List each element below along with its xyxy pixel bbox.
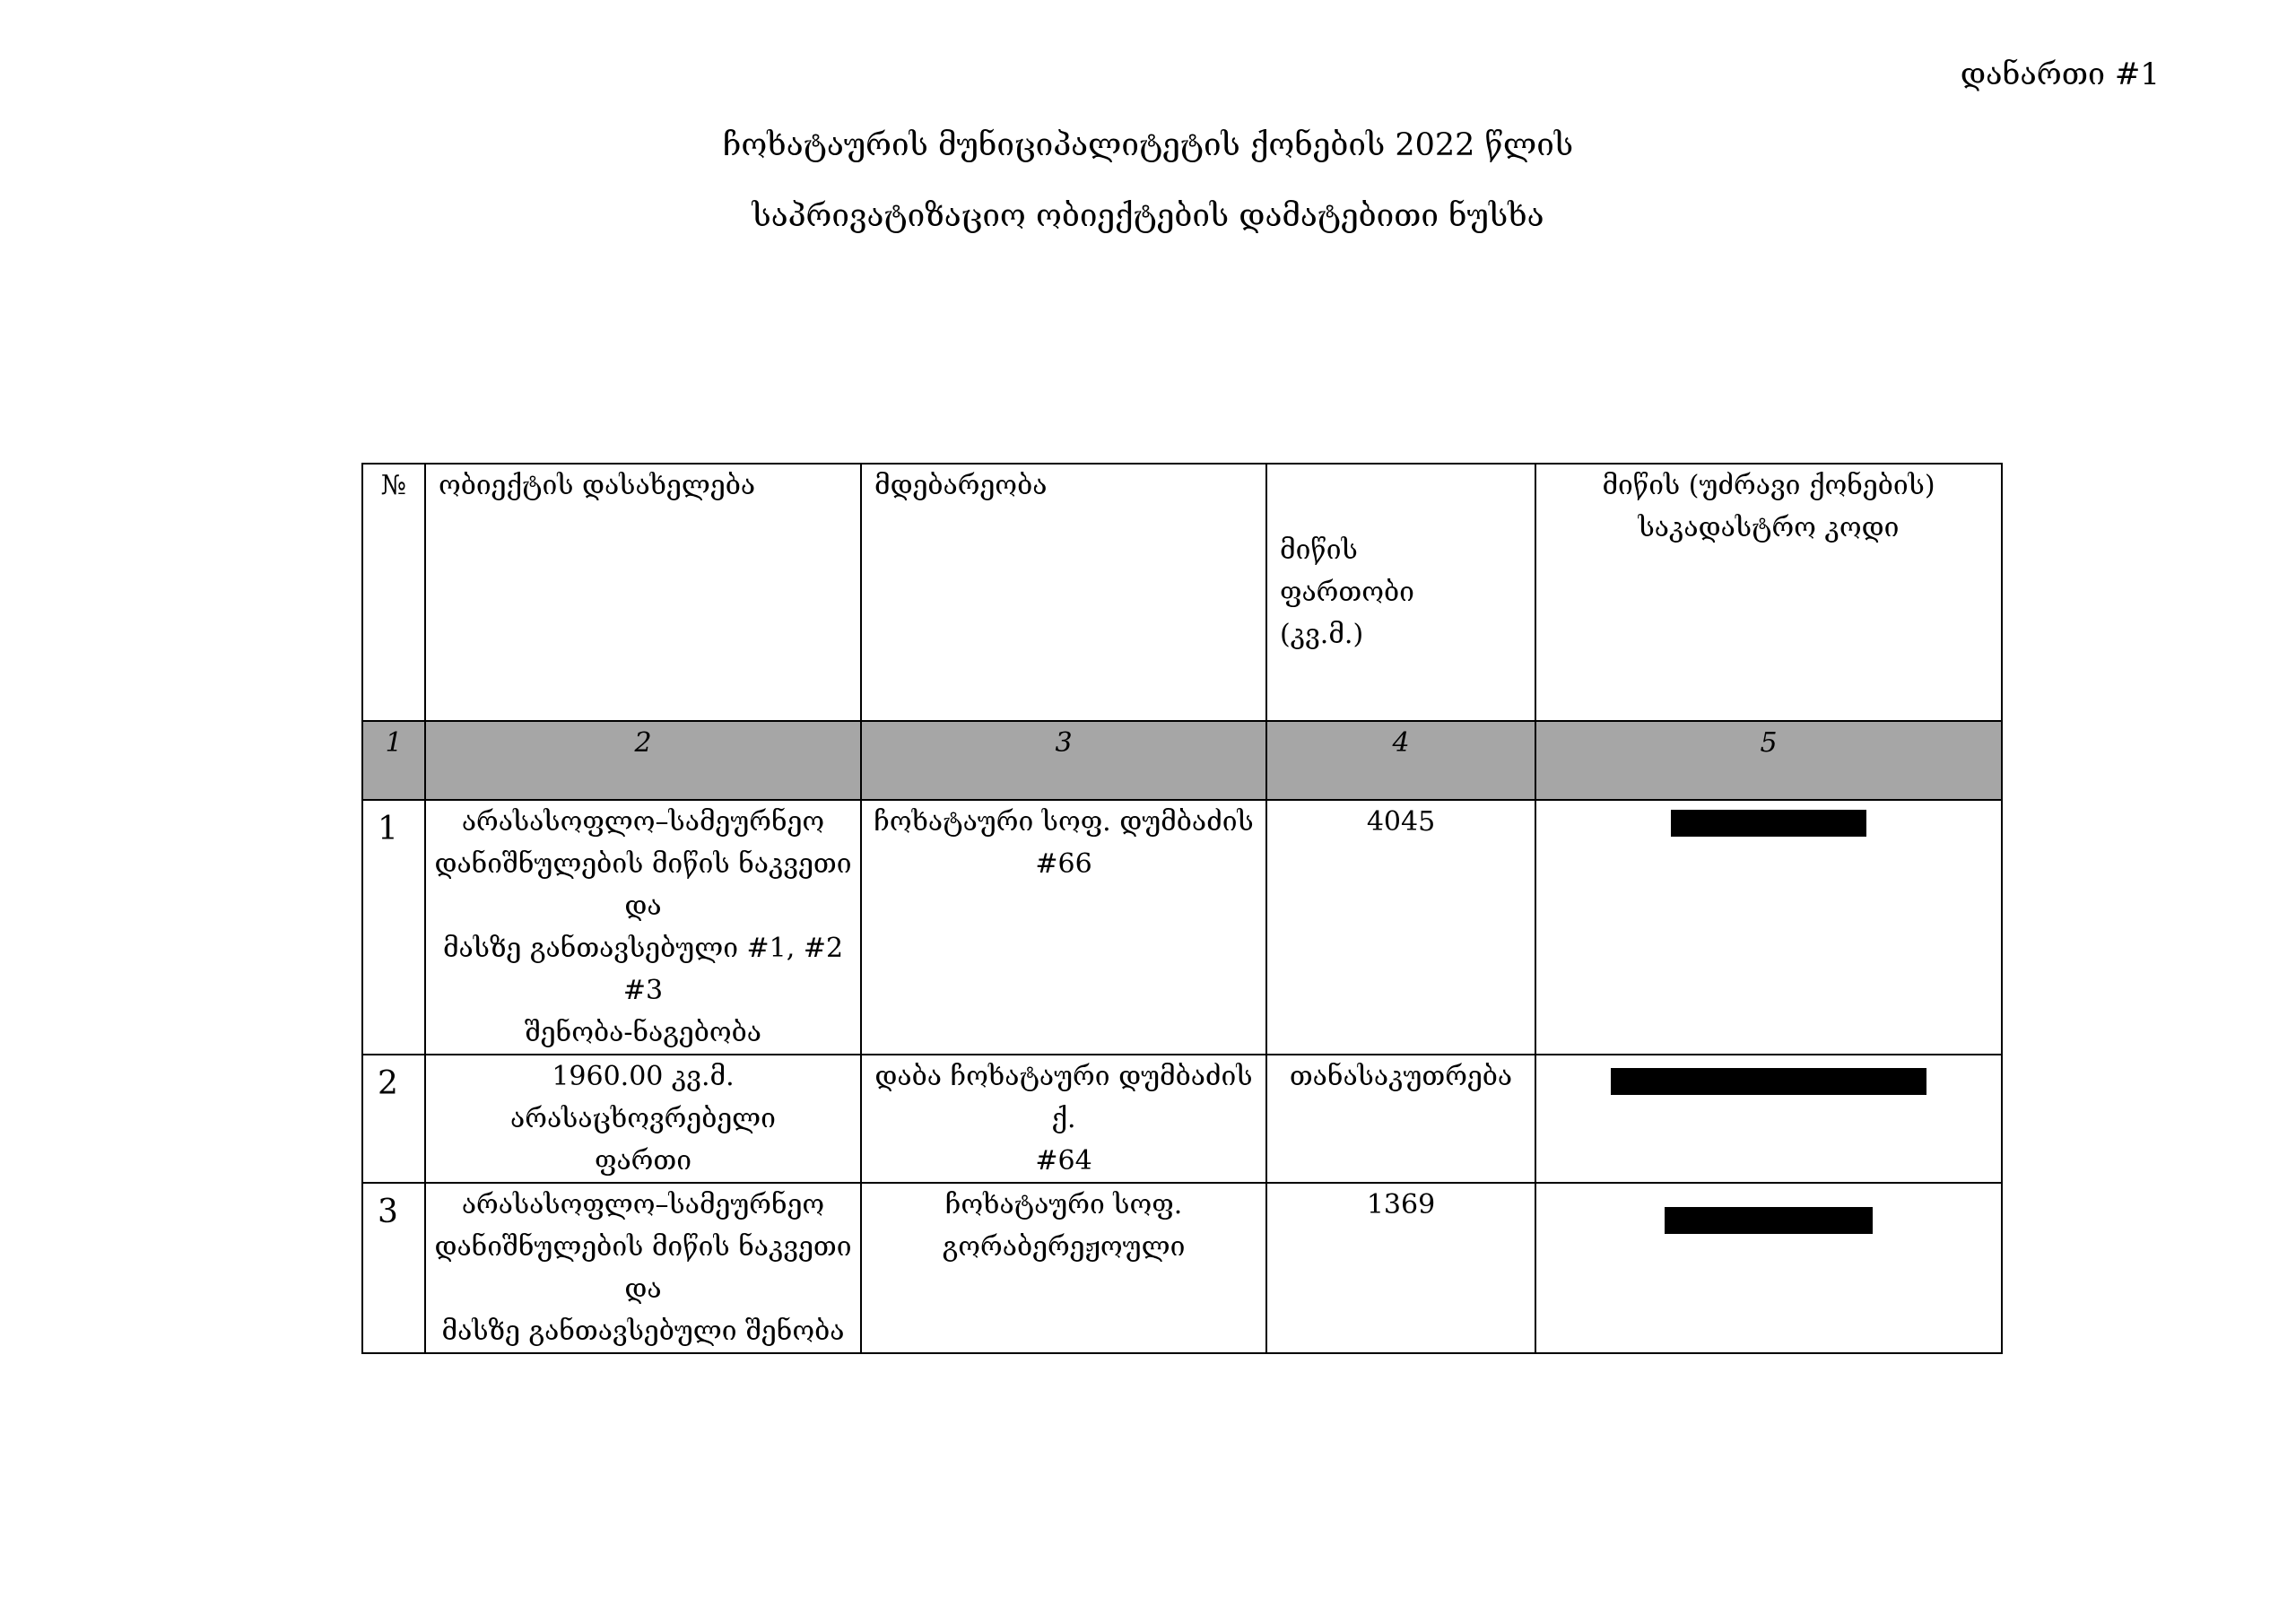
row-number: 2 (362, 1055, 425, 1183)
column-number: 4 (1266, 721, 1535, 800)
location-line: #64 (1035, 1145, 1092, 1177)
header-number: № (362, 464, 425, 721)
object-name-line: მასზე განთავსებული #1, #2 #3 (442, 933, 844, 1006)
redaction-bar (1671, 810, 1866, 837)
object-name (425, 800, 861, 1055)
header-land-area-line3: (კვ.მ.) (1280, 619, 1364, 650)
header-land-area-line2: ფართობი (1280, 577, 1414, 608)
header-cadastral-code (1535, 464, 2002, 721)
document-title: ჩოხატაურის მუნიციპალიტეტის ქონების 2022 წლის (722, 127, 1574, 163)
object-location (861, 1183, 1266, 1353)
column-number-row (362, 721, 2002, 800)
privatization-objects-table (361, 463, 2003, 1354)
location-line: დაბა ჩოხატაური დუმბაძის ქ. (874, 1061, 1253, 1134)
header-cadastral-line2: საკადასტრო კოდი (1638, 512, 1900, 543)
object-name (425, 1183, 861, 1353)
object-name (425, 1055, 861, 1183)
location-line: გორაბერეჟოული (942, 1231, 1186, 1263)
cadastral-code (1535, 1055, 2002, 1183)
column-number: 2 (425, 721, 861, 800)
header-object-name: ობიექტის დასახელება (425, 464, 861, 721)
table-header-row (362, 464, 2002, 721)
land-area: 4045 (1266, 800, 1535, 1055)
redaction-bar (1665, 1207, 1873, 1234)
object-name-line: 1960.00 კვ.მ. არასაცხოვრებელი (510, 1061, 776, 1134)
land-area: თანასაკუთრება (1266, 1055, 1535, 1183)
object-name-line: შენობა-ნაგებობა (524, 1017, 762, 1048)
column-number: 1 (362, 721, 425, 800)
location-line: #66 (1035, 848, 1092, 880)
object-location (861, 1055, 1266, 1183)
land-area: 1369 (1266, 1183, 1535, 1353)
object-name-line: არასასოფლო–სამეურნეო (461, 806, 825, 838)
table-row (362, 1055, 2002, 1183)
column-number: 3 (861, 721, 1266, 800)
location-line: ჩოხატაური სოფ. (944, 1189, 1183, 1220)
object-name-line: ფართი (595, 1145, 691, 1177)
object-name-line: დანიშნულების მიწის ნაკვეთი და (434, 848, 852, 922)
annex-label: დანართი #1 (1960, 56, 2160, 92)
header-land-area-line1: მიწის (1280, 534, 1358, 566)
row-number: 3 (362, 1183, 425, 1353)
document-subtitle: საპრივატიზაციო ობიექტების დამატებითი ნუსხა (752, 198, 1544, 234)
redaction-bar (1611, 1068, 1926, 1095)
object-name-line: დანიშნულების მიწის ნაკვეთი და (434, 1231, 852, 1305)
row-number: 1 (362, 800, 425, 1055)
location-line: ჩოხატაური სოფ. დუმბაძის (874, 806, 1254, 838)
header-location: მდებარეობა (861, 464, 1266, 721)
object-name-line: არასასოფლო–სამეურნეო (461, 1189, 825, 1220)
cadastral-code (1535, 800, 2002, 1055)
table-row (362, 1183, 2002, 1353)
column-number: 5 (1535, 721, 2002, 800)
header-cadastral-line1: მიწის (უძრავი ქონების) (1602, 470, 1935, 501)
table-row (362, 800, 2002, 1055)
object-location (861, 800, 1266, 1055)
header-land-area (1266, 464, 1535, 721)
cadastral-code (1535, 1183, 2002, 1353)
object-name-line: მასზე განთავსებული შენობა (441, 1316, 845, 1347)
